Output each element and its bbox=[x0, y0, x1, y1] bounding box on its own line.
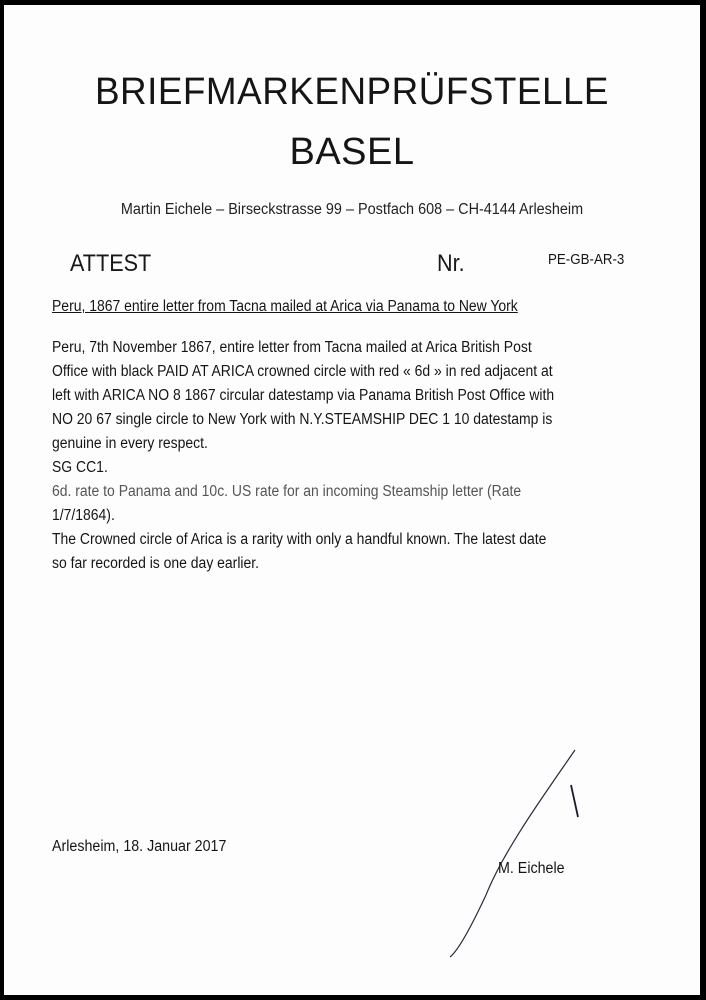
body-line: Peru, 7th November 1867, entire letter from Tacna mailed at Arica British Post bbox=[52, 339, 532, 356]
certificate-body bbox=[52, 336, 610, 576]
signature-stroke-short bbox=[571, 785, 578, 817]
body-line: NO 20 67 single circle to New York with N.Y.STEAMSHIP DEC 1 10 datestamp is bbox=[52, 411, 553, 428]
certificate-number-value: PE-GB-AR-3 bbox=[548, 252, 625, 268]
certificate-subject: Peru, 1867 entire letter from Tacna mailed at Arica via Panama to New York bbox=[52, 298, 518, 315]
body-line: genuine in every respect. bbox=[52, 435, 208, 452]
certificate-number-label: Nr. bbox=[437, 250, 465, 277]
body-line: so far recorded is one day earlier. bbox=[52, 555, 260, 572]
body-line: SG CC1. bbox=[52, 459, 108, 476]
body-line: 6d. rate to Panama and 10c. US rate for an incoming Steamship letter (Rate bbox=[52, 483, 522, 500]
body-line: left with ARICA NO 8 1867 circular datestamp via Panama British Post Office with bbox=[52, 387, 555, 404]
signer-name: M. Eichele bbox=[498, 860, 565, 877]
letterhead-address: Martin Eichele – Birseckstrasse 99 – Postfach 608 – CH-4144 Arlesheim bbox=[120, 201, 584, 218]
signature-stroke-long bbox=[450, 750, 575, 957]
letterhead-title: BRIEFMARKENPRÜFSTELLE bbox=[94, 71, 610, 113]
body-line: The Crowned circle of Arica is a rarity with only a handful known. The latest date bbox=[52, 531, 547, 548]
certificate-type-label: ATTEST bbox=[70, 250, 152, 277]
letterhead-city: BASEL bbox=[289, 131, 415, 173]
body-line: Office with black PAID AT ARICA crowned circle with red « 6d » in red adjacent at bbox=[52, 363, 553, 380]
body-line: 1/7/1864). bbox=[52, 507, 115, 524]
place-and-date: Arlesheim, 18. Januar 2017 bbox=[52, 838, 227, 855]
certificate-page bbox=[4, 5, 700, 995]
